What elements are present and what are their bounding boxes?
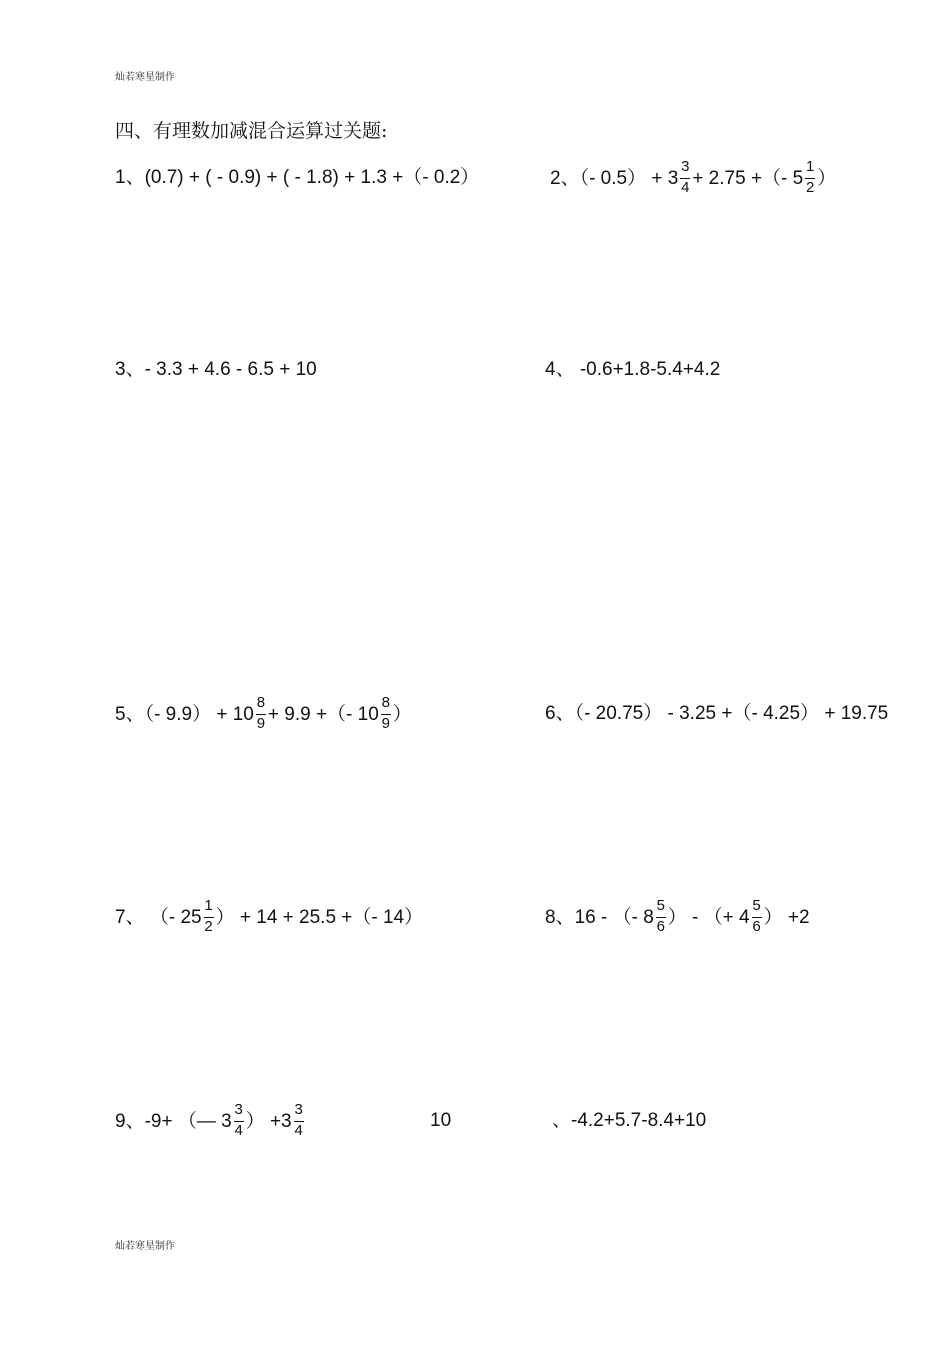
problem-3 (115, 350, 317, 390)
problem-10-label: 10 (430, 1110, 452, 1132)
problem-7-fraction-1 (203, 897, 215, 937)
fraction-denominator: 4 (234, 1122, 243, 1139)
problem-1 (115, 158, 479, 198)
fraction-denominator: 9 (381, 715, 390, 732)
fraction-numerator: 5 (656, 897, 665, 914)
fraction-denominator: 9 (256, 715, 266, 732)
problem-8-fraction-1 (655, 897, 667, 937)
problem-1-expression: 1、(0.7) + ( - 0.9) + ( - 1.8) + 1.3 +（- 0.2） (115, 167, 480, 189)
problem-5-expression-part-2: + 9.9 +（- 10 (267, 703, 379, 725)
fraction-numerator: 3 (681, 158, 690, 175)
problem-8-fraction-2 (751, 897, 763, 937)
problem-5-expression-part-1: 5、（- 9.9） + 10 (115, 703, 254, 725)
page-header: 灿若寒星制作 (115, 72, 175, 83)
fraction-numerator: 5 (752, 897, 761, 914)
fraction-denominator: 4 (294, 1122, 303, 1139)
problem-5 (115, 694, 412, 734)
fraction-numerator: 3 (294, 1101, 303, 1118)
fraction-numerator: 8 (381, 694, 390, 711)
problem-2-fraction-1 (679, 158, 691, 198)
problem-2 (550, 158, 836, 198)
section-title: 四、有理数加减混合运算过关题: (115, 120, 388, 142)
problem-9-expression-part-1: 9、-9+ （— 3 (115, 1110, 232, 1132)
fraction-numerator: 1 (204, 897, 213, 914)
problem-9-fraction-1 (233, 1101, 245, 1141)
problem-9-expression-part-2: ） +3 (245, 1110, 292, 1132)
problem-2-expression-part-3: ） (817, 167, 837, 189)
problem-9 (115, 1101, 306, 1141)
problem-5-expression-part-3: ） (392, 703, 412, 725)
problem-5-fraction-2 (380, 694, 392, 734)
problem-7-expression-part-2: ） + 14 + 25.5 +（- 14） (215, 906, 424, 928)
problem-3-expression: 3、- 3.3 + 4.6 - 6.5 + 10 (115, 359, 317, 381)
problem-8-expression-part-1: 8、16 - （- 8 (545, 906, 654, 928)
problem-2-expression-part-2: + 2.75 +（- 5 (692, 167, 804, 189)
problem-4-expression: 4、 -0.6+1.8-5.4+4.2 (545, 359, 721, 381)
problem-8-expression-part-3: ） +2 (763, 906, 810, 928)
problem-6 (545, 694, 888, 734)
problem-8-expression-part-2: ） - （+ 4 (667, 906, 750, 928)
fraction-denominator: 2 (806, 179, 815, 196)
problem-9-fraction-2 (293, 1101, 305, 1141)
fraction-denominator: 6 (752, 918, 761, 935)
page-footer: 灿若寒星制作 (115, 1241, 175, 1252)
problem-10 (552, 1101, 706, 1141)
problem-5-fraction-1 (255, 694, 267, 734)
problem-4 (545, 350, 720, 390)
problem-8 (545, 897, 810, 937)
problem-2-expression-part-1: 2、（- 0.5） + 3 (550, 167, 679, 189)
problem-10-expression: 、-4.2+5.7-8.4+10 (552, 1110, 707, 1132)
fraction-denominator: 2 (204, 918, 213, 935)
fraction-numerator: 1 (806, 158, 815, 175)
problem-7-expression-part-1: 7、 （- 25 (115, 906, 202, 928)
fraction-numerator: 3 (234, 1101, 243, 1118)
problem-7 (115, 897, 423, 937)
problem-6-expression: 6、（- 20.75） - 3.25 +（- 4.25） + 19.75 (545, 703, 889, 725)
fraction-denominator: 4 (681, 179, 690, 196)
fraction-numerator: 8 (256, 694, 266, 711)
fraction-denominator: 6 (656, 918, 665, 935)
problem-10-number (430, 1101, 451, 1141)
problem-2-fraction-2 (804, 158, 816, 198)
